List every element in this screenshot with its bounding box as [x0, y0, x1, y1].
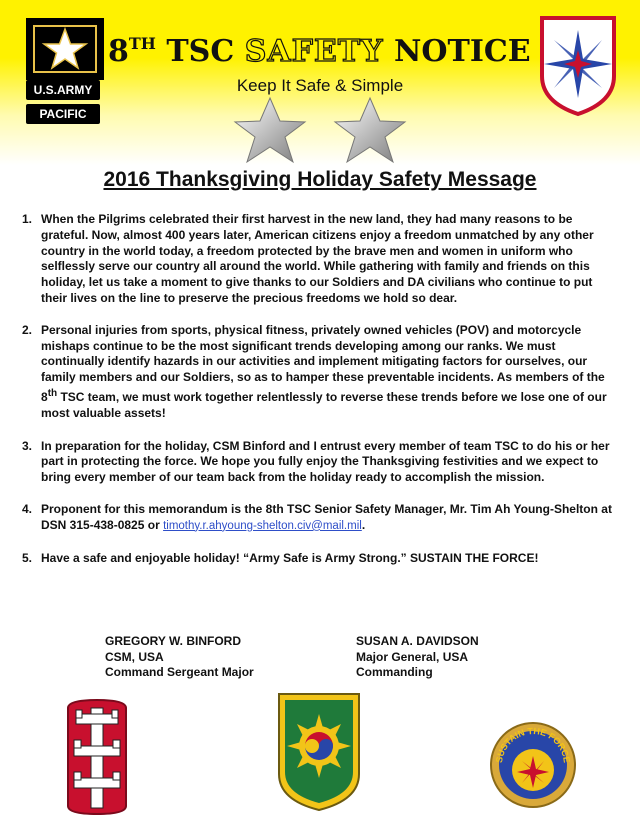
svg-text:SUSTAIN THE FORCE: SUSTAIN THE FORCE: [494, 725, 572, 764]
page-title: 8TH TSC SAFETY NOTICE: [108, 34, 531, 69]
signer-rank: CSM, USA: [105, 649, 164, 664]
list-item: 3. In preparation for the holiday, CSM Binford and I entrust every member of team TSC to do his or her part in protecting the force. We hope you fully enjoy the Thanksgiving festivities and we expect to bring every member of our team back from the holiday ready to accomplish the mission.: [22, 438, 610, 485]
signer-title: Command Sergeant Major: [105, 665, 254, 679]
list-item: 4. Proponent for this memorandum is the 8th TSC Senior Safety Manager, Mr. Tim Ah Young-Shelton at DSN 315-438-0825 or timothy.r.ahyoung-shelton.civ@mail.mil.: [22, 501, 612, 532]
message-list: [22, 212, 618, 582]
signer-name: SUSAN A. DAVIDSON: [356, 634, 479, 648]
tagline: Keep It Safe & Simple: [236, 76, 404, 95]
message-heading: 2016 Thanksgiving Holiday Safety Message: [103, 168, 537, 191]
sustain-the-force-crest-icon: [488, 720, 578, 810]
sustainment-brigade-patch-icon: [275, 690, 363, 814]
logo-label-army: U.S.ARMY: [26, 80, 100, 100]
logo-label-pacific: PACIFIC: [26, 104, 100, 124]
signer-title: Commanding: [356, 665, 433, 679]
list-item: 5. Have a safe and enjoyable holiday! “Army Safe is Army Strong.” SUSTAIN THE FORCE!: [22, 550, 539, 565]
signer-rank: Major General, USA: [356, 649, 469, 664]
army-pacific-logo: [26, 18, 100, 126]
email-link[interactable]: timothy.r.ahyoung-shelton.civ@mail.mil: [163, 519, 362, 532]
list-item: 1. When the Pilgrims celebrated their first harvest in the new land, they had many reasons to be grateful. Now, almost 400 years later, American citizens enjoy a freedom unmatched by any other country in the world today, a freedom protected by the brave men and women in uniform who selflessly serve our country all around the world. While gathering with family and friends on this holiday, let us take a moment to give thanks to our Soldiers and DA civilians who continue to put their lives on the line to preserve the precious freedoms we hold so dear.: [22, 212, 594, 305]
signature-block-davidson: [356, 634, 479, 681]
signer-name: GREGORY W. BINFORD: [105, 634, 242, 648]
signature-block-binford: [105, 634, 254, 681]
army-star-icon: [26, 18, 104, 80]
two-star-rank-icon: [220, 95, 420, 165]
8th-tsc-shield-icon: [538, 14, 618, 118]
list-item: 2. Personal injuries from sports, physical fitness, privately owned vehicles (POV) and motorcycle mishaps continue to be the most significant trends developing among our ranks. We must continually identify hazards in our activities and implement mitigating factors for ourselves, our family members and our Soldiers, so as to hamper these preventable incidents. As members of the 8th TSC team, we must work together relentlessly to reverse these trends before we lose one of our most valuable assets!: [22, 322, 607, 420]
engineer-patch-icon: [64, 698, 130, 816]
